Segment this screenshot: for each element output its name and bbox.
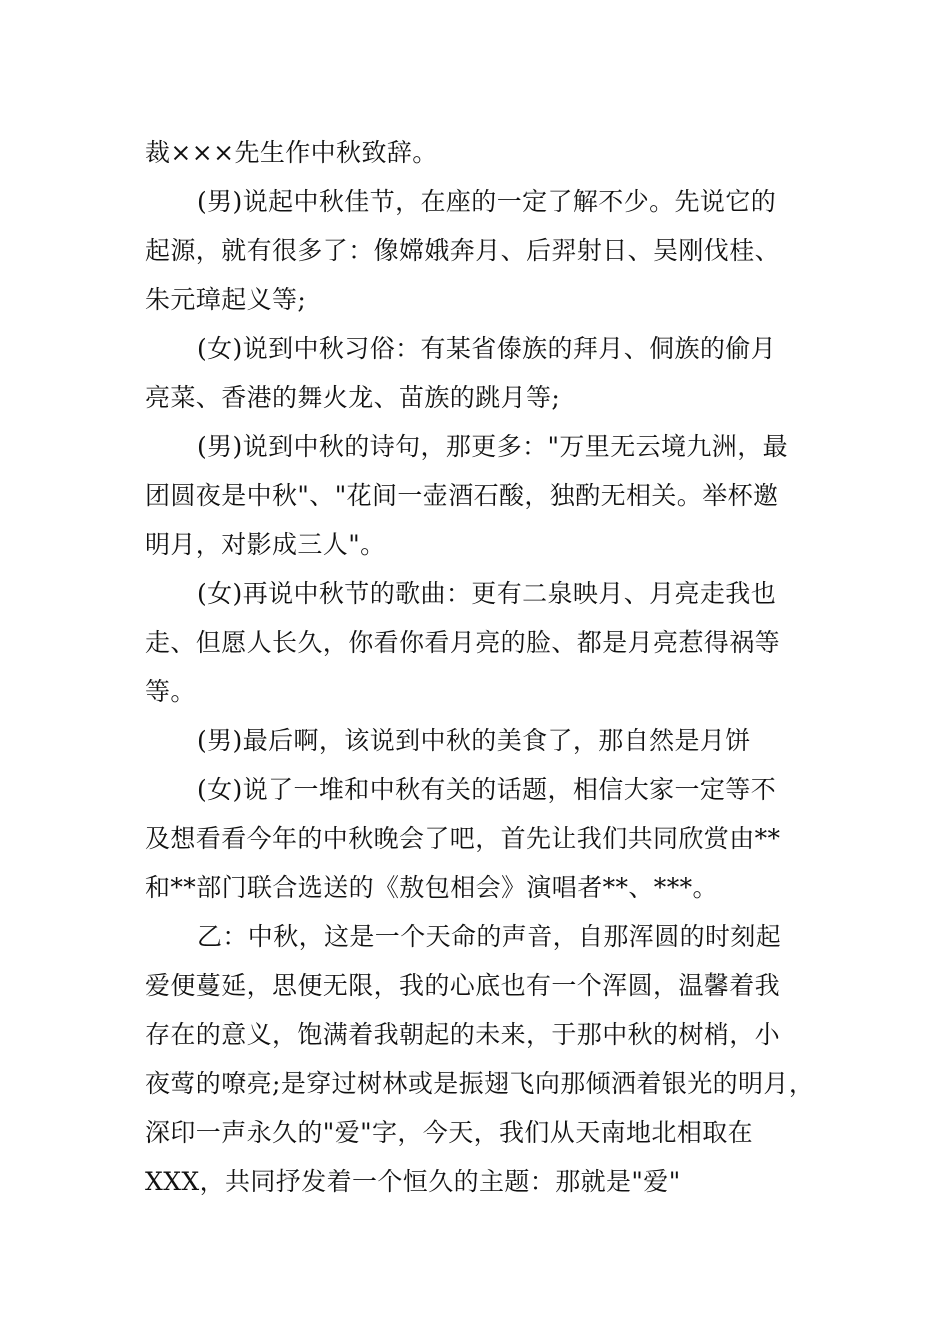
text-line: 裁×××先生作中秋致辞。 xyxy=(145,138,438,167)
text-line: 和**部门联合选送的《敖包相会》演唱者**、***。 xyxy=(145,873,718,902)
text-line: (女)说了一堆和中秋有关的话题，相信大家一定等不 xyxy=(197,775,777,804)
text-line: (男)说起中秋佳节，在座的一定了解不少。先说它的 xyxy=(197,187,777,216)
text-line: 等。 xyxy=(145,677,196,706)
text-line: 乙：中秋，这是一个天命的声音，自那浑圆的时刻起 xyxy=(197,922,782,951)
text-line: XXX，共同抒发着一个恒久的主题：那就是"爱" xyxy=(145,1167,681,1196)
text-line: 起源，就有很多了：像嫦娥奔月、后羿射日、吴刚伐桂、 xyxy=(145,236,781,265)
text-line: 团圆夜是中秋"、"花间一壶酒石酸，独酌无相关。举杯邀 xyxy=(145,481,779,510)
text-line: (女)再说中秋节的歌曲：更有二泉映月、月亮走我也 xyxy=(197,579,777,608)
text-line: 亮菜、香港的舞火龙、苗族的跳月等; xyxy=(145,383,561,412)
text-line: (女)说到中秋习俗：有某省傣族的拜月、侗族的偷月 xyxy=(197,334,777,363)
text-line: 及想看看今年的中秋晚会了吧，首先让我们共同欣赏由** xyxy=(145,824,781,853)
text-line: 明月，对影成三人"。 xyxy=(145,530,386,559)
text-line: (男)最后啊，该说到中秋的美食了，那自然是月饼 xyxy=(197,726,751,755)
text-line: 朱元璋起义等; xyxy=(145,285,307,314)
document-body xyxy=(145,128,825,1206)
text-line: 爱便蔓延，思便无限，我的心底也有一个浑圆，温馨着我 xyxy=(145,971,781,1000)
text-line: 存在的意义，饱满着我朝起的未来，于那中秋的树梢，小 xyxy=(145,1020,781,1049)
text-line: 夜莺的嘹亮;是穿过树林或是振翅飞向那倾洒着银光的明月， xyxy=(145,1069,815,1098)
text-line: (男)说到中秋的诗句，那更多："万里无云境九洲，最 xyxy=(197,432,789,461)
text-line: 走、但愿人长久，你看你看月亮的脸、都是月亮惹得祸等 xyxy=(145,628,781,657)
text-line: 深印一声永久的"爱"字，今天，我们从天南地北相取在 xyxy=(145,1118,753,1147)
